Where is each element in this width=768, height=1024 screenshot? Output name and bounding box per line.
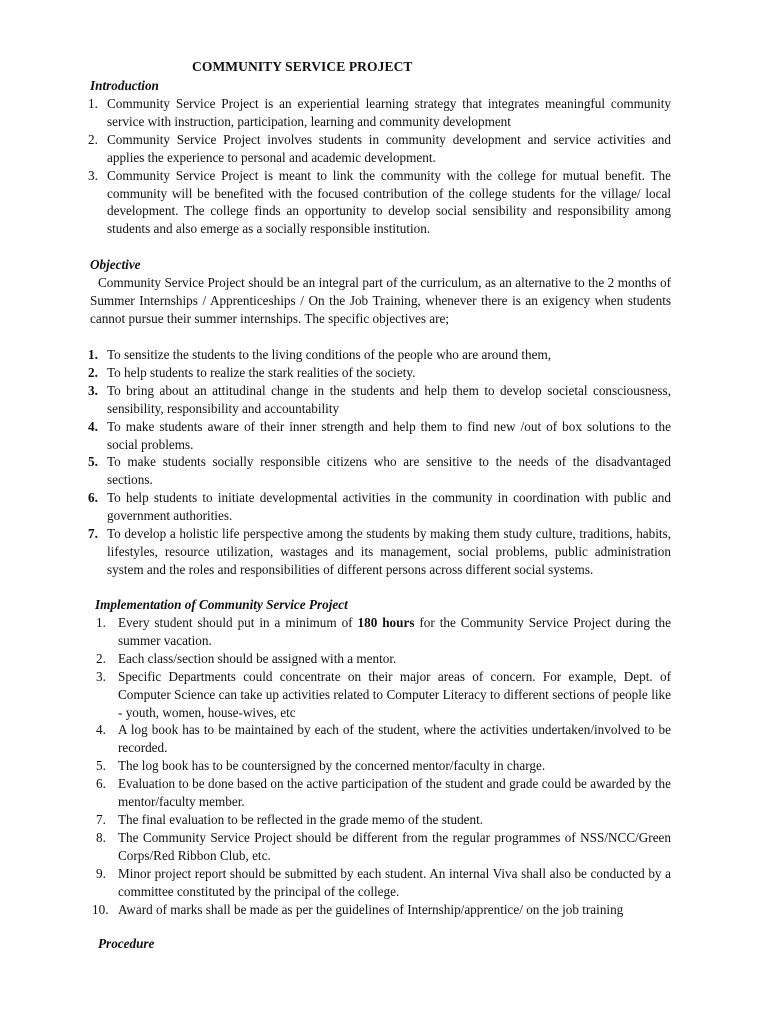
item-number: 5. [88, 454, 98, 470]
item-text: Every student should put in a minimum of [118, 615, 358, 630]
item-text-bold: 180 hours [357, 615, 415, 630]
item-text: A log book has to be maintained by each of the student, where the activities undertaken/involved to be recorded. [118, 722, 671, 756]
item-number: 1. [88, 96, 98, 111]
implementation-heading: Implementation of Community Service Project [95, 597, 348, 612]
item-text: To help students to initiate developmental activities in the community in coordination with public and government authorities. [107, 490, 671, 524]
item-text: Minor project report should be submitted by each student. An internal Viva shall also be conducted by a committee constituted by the principal of the college. [118, 865, 671, 899]
list-item [88, 418, 671, 454]
item-text: The Community Service Project should be different from the regular programmes of NSS/NCC/Green Corps/Red Ribbon Club, etc. [118, 829, 671, 863]
implementation-list [92, 614, 671, 918]
item-text: To make students socially responsible citizens who are sensitive to the needs of the disadvantaged sections. [107, 454, 671, 488]
list-item [88, 453, 671, 489]
item-number: 9. [96, 865, 106, 881]
page-title: COMMUNITY SERVICE PROJECT [192, 59, 413, 74]
item-text: for the Community Service Project during the summer vacation. [118, 615, 671, 648]
list-item [88, 364, 671, 382]
item-number: 7. [96, 811, 106, 827]
item-number: 8. [96, 829, 106, 845]
item-number: 6. [88, 490, 98, 506]
item-text: To develop a holistic life perspective among the students by making them study culture, traditions, habits, lifestyles, resource utilization, wastages and its management, social problems, public administration system and the roles and responsibilities of different persons across different social systems. [107, 526, 671, 577]
objective-list [88, 346, 671, 579]
item-text: To sensitize the students to the living conditions of the people who are around them, [107, 347, 552, 362]
list-item [88, 489, 671, 525]
item-number: 2. [96, 650, 106, 666]
list-item [96, 650, 671, 668]
item-number: 3. [96, 668, 106, 684]
item-text: To bring about an attitudinal change in the students and help them to develop societal consciousness, sensibility, responsibility and accountability [107, 382, 671, 416]
item-text: Evaluation to be done based on the active participation of the student and grade could be awarded by the mentor/faculty member. [118, 776, 671, 810]
list-item [96, 865, 671, 901]
list-item [88, 95, 671, 131]
item-text: To help students to realize the stark realities of the society. [107, 364, 416, 380]
list-item [88, 525, 671, 579]
item-text: The log book has to be countersigned by the concerned mentor/faculty in charge. [118, 758, 546, 774]
list-item [92, 901, 671, 919]
list-item [88, 167, 671, 239]
item-number: 3. [88, 167, 98, 183]
item-text: Community Service Project is an experiential learning strategy that integrates meaningful community service with instruction, participation, learning and community development [107, 96, 671, 129]
item-number: 10. [92, 901, 109, 917]
list-item [88, 346, 671, 364]
item-number: 4. [96, 722, 106, 738]
item-number: 1. [96, 615, 106, 630]
item-number: 2. [88, 131, 98, 147]
list-item [88, 131, 671, 167]
objective-paragraph: Community Service Project should be an integral part of the curriculum, as an alternative to the 2 months of Summer Internships / Apprenticeships / On the Job Training, whenever there is an exigency when students cannot pursue their summer internships. The specific objectives are; [90, 275, 671, 326]
item-number: 7. [88, 526, 98, 542]
item-number: 2. [88, 364, 98, 380]
item-number: 6. [96, 776, 106, 792]
item-number: 3. [88, 382, 98, 398]
list-item [88, 382, 671, 418]
item-number: 5. [96, 758, 106, 774]
item-text: The final evaluation to be reflected in the grade memo of the student. [118, 811, 484, 827]
item-text: Each class/section should be assigned with a mentor. [118, 650, 397, 666]
list-item [96, 775, 671, 811]
list-item [96, 614, 671, 650]
item-number: 1. [88, 347, 98, 362]
item-text: Community Service Project involves students in community development and service activities and applies the experience to personal and academic development. [107, 131, 671, 165]
list-item [96, 721, 671, 757]
item-text: Award of marks shall be made as per the guidelines of Internship/apprentice/ on the job training [118, 901, 624, 917]
item-number: 4. [88, 418, 98, 434]
introduction-list [88, 95, 671, 238]
list-item [96, 668, 671, 722]
procedure-heading: Procedure [98, 936, 155, 951]
introduction-heading: Introduction [90, 78, 159, 93]
item-text: To make students aware of their inner strength and help them to find new /out of box solutions to the social problems. [107, 418, 671, 452]
list-item [96, 757, 671, 775]
list-item [96, 829, 671, 865]
objective-heading: Objective [90, 257, 141, 272]
item-text: Community Service Project is meant to link the community with the college for mutual benefit. The community will be benefited with the focused contribution of the college students for the village/ local development. The college finds an opportunity to develop social sensibility and responsibility among students and also emerge as a socially responsible institution. [107, 167, 671, 237]
item-text: Specific Departments could concentrate on their major areas of concern. For example, Dept. of Computer Science can take up activities related to Computer Literacy to different sections of people like - youth, women, house-wives, etc [118, 668, 671, 720]
list-item [96, 811, 671, 829]
